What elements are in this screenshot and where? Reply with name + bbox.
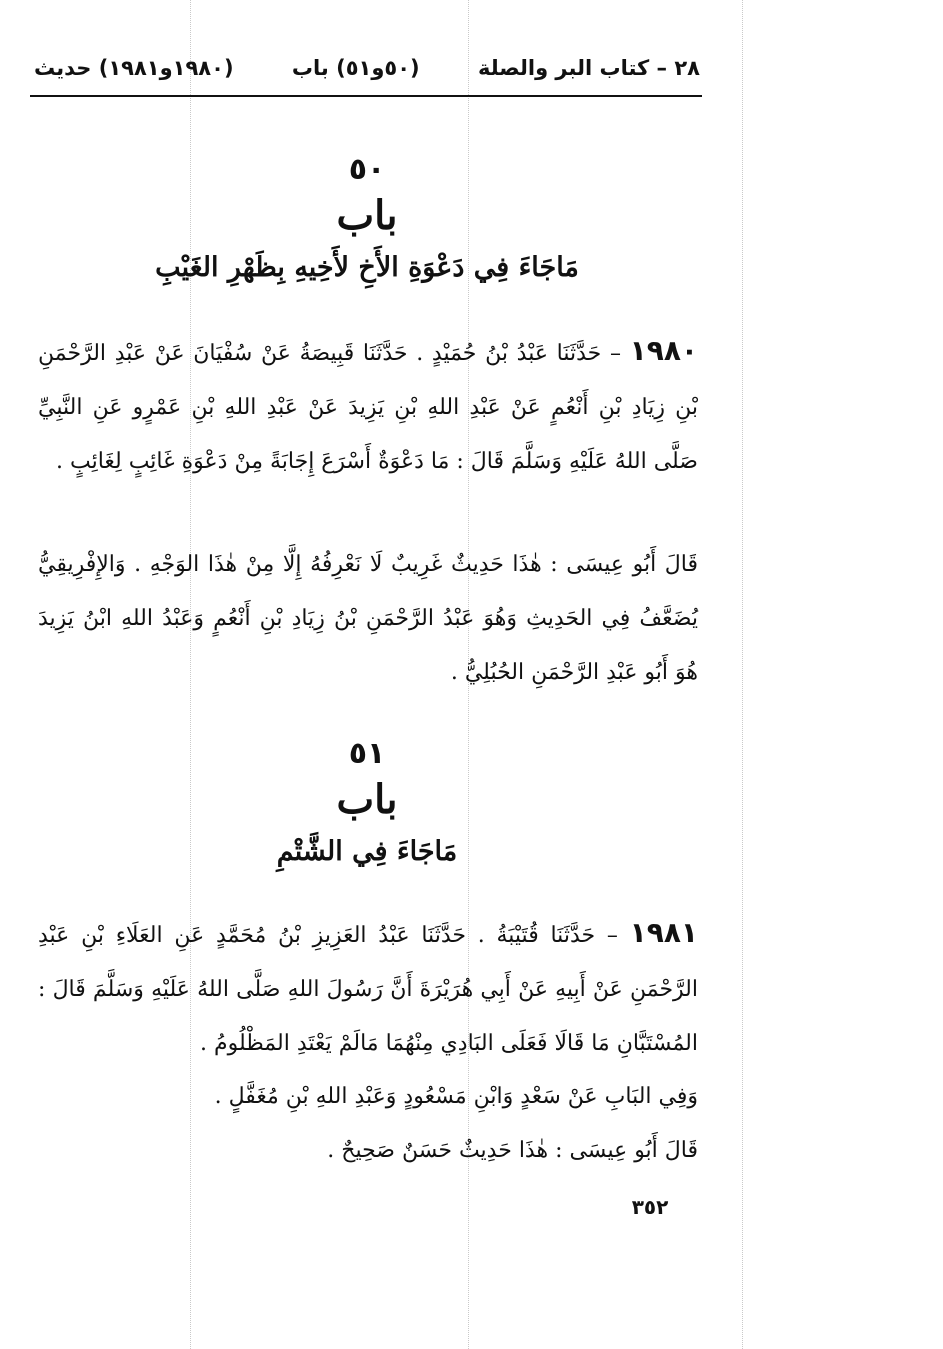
running-header bbox=[34, 48, 700, 88]
hadith-text: – حَدَّثَنَا عَبْدُ بْنُ حُمَيْدٍ . حَدَّثَنَا قَبِيصَةُ عَنْ سُفْيَانَ عَنْ عَبْدِ الرَّحْمَنِ بْنِ زِيَادِ بْنِ أَنْعُمٍ عَنْ عَبْدِ اللهِ بْنِ يَزِيدَ عَنْ عَبْدِ اللهِ بْنِ عَمْرٍو عَنِ النَّبِيِّ صَلَّى اللهُ عَلَيْهِ وَسَلَّمَ قَالَ : مَا دَعْوَةٌ أَسْرَعَ إِجَابَةً مِنْ دَعْوَةِ غَائِبٍ لِغَائِبٍ . bbox=[38, 341, 698, 474]
section-50-heading bbox=[34, 150, 700, 290]
section-title: مَاجَاءَ فِي دَعْوَةِ الأَخِ لأَخِيهِ بِظَهْرِ الغَيْبِ bbox=[155, 252, 579, 283]
header-hadith-ref: (١٩٨٠و١٩٨١) حديث bbox=[34, 56, 234, 80]
hadith-1981 bbox=[38, 906, 698, 1071]
section-title: مَاجَاءَ فِي الشَّتْمِ bbox=[276, 836, 458, 867]
header-book-title: ٢٨ – كتاب البر والصلة bbox=[477, 56, 700, 80]
hadith-number: ١٩٨٠ bbox=[629, 334, 698, 367]
header-bab-ref: (٥٠و٥١) باب bbox=[291, 56, 420, 80]
section-51-heading bbox=[34, 734, 700, 874]
hadith-chapter-note: وَفِي البَابِ عَنْ سَعْدٍ وَابْنِ مَسْعُودٍ وَعَبْدِ اللهِ بْنِ مُغَفَّلٍ . bbox=[214, 1084, 698, 1109]
page-number: ٣٥٢ bbox=[631, 1195, 669, 1219]
hadith-1980-comment bbox=[38, 538, 698, 700]
section-number: ٥٠ bbox=[348, 152, 386, 187]
section-bab-label: باب bbox=[336, 192, 398, 239]
hadith-comment: قَالَ أَبُو عِيسَى : هٰذَا حَدِيثٌ غَرِيبٌ لَا نَعْرِفُهُ إِلَّا مِنْ هٰذَا الوَجْهِ . وَالإِفْرِيقِيُّ يُضَعَّفُ فِي الحَدِيثِ وَهُوَ عَبْدُ الرَّحْمَنِ بْنُ زِيَادِ بْنِ أَنْعُمٍ وَعَبْدُ اللهِ ابْنُ يَزِيدَ هُوَ أَبُو عَبْدِ الرَّحْمَنِ الحُبُلِيُّ . bbox=[38, 552, 698, 685]
section-bab-label: باب bbox=[336, 776, 398, 823]
hadith-text: – حَدَّثَنَا قُتَيْبَةُ . حَدَّثَنَا عَبْدُ العَزِيزِ بْنُ مُحَمَّدٍ عَنِ العَلَاءِ بْنِ عَبْدِ الرَّحْمَنِ عَنْ أَبِيهِ عَنْ أَبِي هُرَيْرَةَ أَنَّ رَسُولَ اللهِ صَلَّى اللهُ عَلَيْهِ وَسَلَّمَ قَالَ : المُسْتَبَّانِ مَا قَالَا فَعَلَى البَادِي مِنْهُمَا مَالَمْ يَعْتَدِ المَظْلُومُ . bbox=[38, 923, 698, 1056]
hadith-1981-chapter-note bbox=[38, 1070, 698, 1124]
header-right bbox=[478, 56, 700, 80]
scan-artifact-line bbox=[742, 0, 743, 1349]
hadith-comment: قَالَ أَبُو عِيسَى : هٰذَا حَدِيثٌ حَسَنٌ صَحِيحٌ . bbox=[327, 1138, 698, 1163]
header-rule bbox=[30, 95, 702, 97]
hadith-1981-comment bbox=[38, 1124, 698, 1178]
hadith-1980 bbox=[38, 324, 698, 489]
hadith-number: ١٩٨١ bbox=[629, 916, 699, 949]
section-number: ٥١ bbox=[348, 736, 386, 771]
